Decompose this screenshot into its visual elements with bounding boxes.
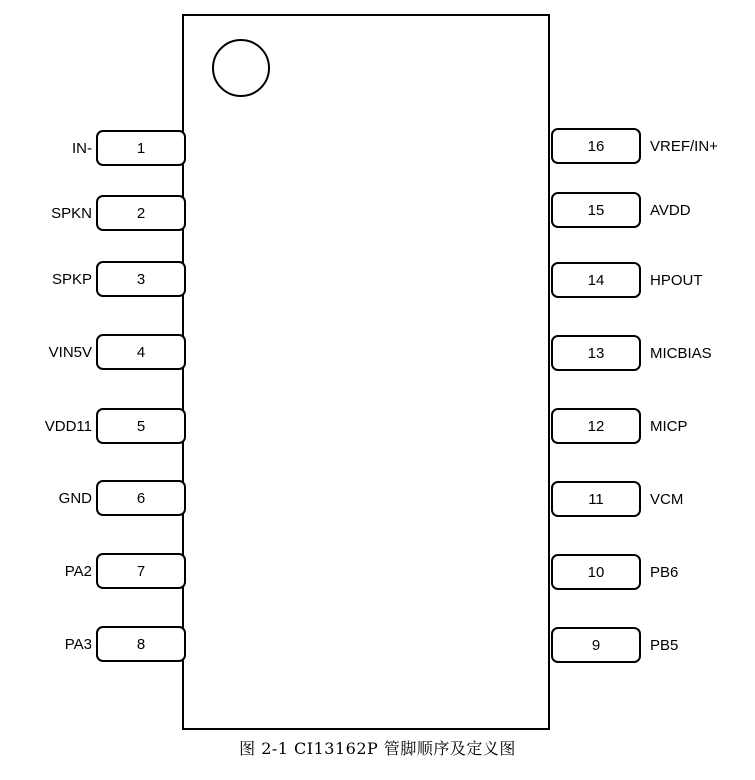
pin-label-15: AVDD bbox=[650, 201, 691, 219]
pin-number: 14 bbox=[587, 271, 605, 289]
pin-pad-4[interactable] bbox=[96, 334, 186, 370]
pin-label-7: PA2 bbox=[64, 562, 92, 580]
pin-pad-1[interactable] bbox=[96, 130, 186, 166]
pin-number: 2 bbox=[136, 204, 146, 222]
pin-number: 8 bbox=[136, 635, 146, 653]
pin-number: 16 bbox=[587, 137, 605, 155]
pin-number: 11 bbox=[588, 490, 604, 508]
pin-label-16: VREF/IN+ bbox=[650, 137, 718, 155]
pin-pad-7[interactable] bbox=[96, 553, 186, 589]
pin-pad-8[interactable] bbox=[96, 626, 186, 662]
pin-number: 7 bbox=[136, 562, 146, 580]
pin-label-6: GND bbox=[58, 489, 92, 507]
pin-pad-14[interactable] bbox=[551, 262, 641, 298]
pin-label-11: VCM bbox=[650, 490, 684, 508]
pin-pad-12[interactable] bbox=[551, 408, 641, 444]
pin-label-3: SPKP bbox=[51, 270, 92, 288]
pin-label-12: MICP bbox=[650, 417, 688, 435]
pin-pad-15[interactable] bbox=[551, 192, 641, 228]
pin-pad-10[interactable] bbox=[551, 554, 641, 590]
pin-number: 6 bbox=[136, 489, 146, 507]
pin-label-8: PA3 bbox=[64, 635, 92, 653]
pin-number: 12 bbox=[587, 417, 605, 435]
pin-pad-3[interactable] bbox=[96, 261, 186, 297]
pin-label-14: HPOUT bbox=[650, 271, 703, 289]
pin-number: 15 bbox=[587, 201, 605, 219]
pin-number: 10 bbox=[587, 563, 605, 581]
figure-caption: 图 2-1 CI13162P 管脚顺序及定义图 bbox=[239, 739, 516, 758]
chip-body bbox=[182, 14, 550, 730]
pin-number: 4 bbox=[136, 343, 146, 361]
pin-number: 13 bbox=[587, 344, 605, 362]
pin-pad-9[interactable] bbox=[551, 627, 641, 663]
pin-label-9: PB5 bbox=[650, 636, 679, 654]
pin-label-4: VIN5V bbox=[48, 343, 92, 361]
pin-label-5: VDD11 bbox=[44, 417, 92, 435]
pin-pad-6[interactable] bbox=[96, 480, 186, 516]
pin-label-1: IN- bbox=[72, 139, 92, 157]
pin1-dot-marker-icon bbox=[212, 39, 270, 97]
pin-number: 5 bbox=[136, 417, 146, 435]
pin-number: 9 bbox=[591, 636, 601, 654]
pin-number: 3 bbox=[136, 270, 146, 288]
pin-pad-13[interactable] bbox=[551, 335, 641, 371]
pin-number: 1 bbox=[136, 139, 146, 157]
pin-pad-5[interactable] bbox=[96, 408, 186, 444]
pin-label-13: MICBIAS bbox=[650, 344, 712, 362]
pin-pad-2[interactable] bbox=[96, 195, 186, 231]
pin-pad-16[interactable] bbox=[551, 128, 641, 164]
pin-label-10: PB6 bbox=[650, 563, 679, 581]
pin-pad-11[interactable] bbox=[551, 481, 641, 517]
pin-label-2: SPKN bbox=[51, 204, 92, 222]
